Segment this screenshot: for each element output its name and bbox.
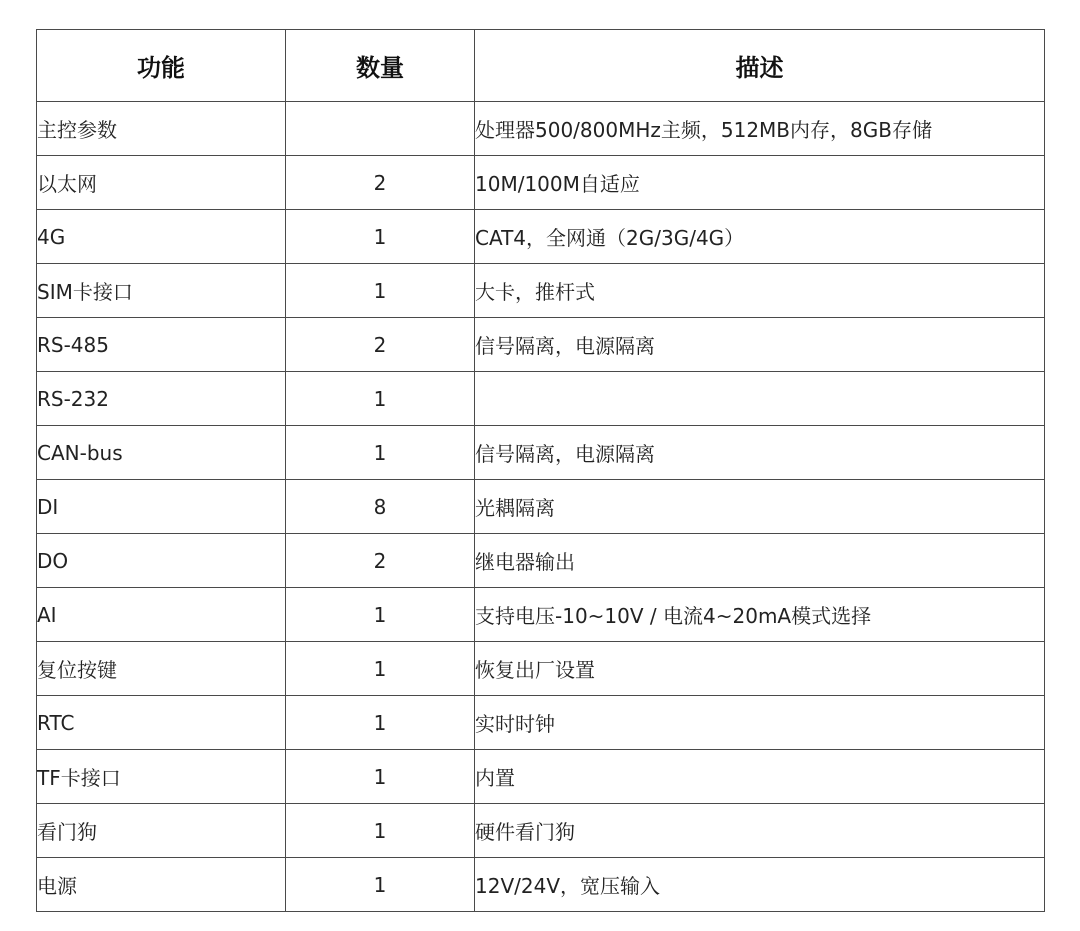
cell-function: RTC — [37, 696, 286, 750]
table-row — [37, 750, 1045, 804]
table-row — [37, 372, 1045, 426]
cell-quantity: 1 — [286, 804, 475, 858]
header-function: 功能 — [37, 30, 286, 102]
cell-function: 主控参数 — [37, 102, 286, 156]
cell-function: 电源 — [37, 858, 286, 912]
cell-description: 信号隔离，电源隔离 — [475, 426, 1045, 480]
cell-function: TF卡接口 — [37, 750, 286, 804]
table-row — [37, 534, 1045, 588]
cell-quantity: 2 — [286, 318, 475, 372]
cell-quantity — [286, 102, 475, 156]
table-row — [37, 480, 1045, 534]
cell-description: 处理器500/800MHz主频，512MB内存，8GB存储 — [475, 102, 1045, 156]
cell-description: 10M/100M自适应 — [475, 156, 1045, 210]
cell-quantity: 1 — [286, 750, 475, 804]
table-row — [37, 156, 1045, 210]
cell-quantity: 1 — [286, 858, 475, 912]
cell-description: 大卡，推杆式 — [475, 264, 1045, 318]
cell-function: AI — [37, 588, 286, 642]
cell-function: 看门狗 — [37, 804, 286, 858]
cell-function: RS-232 — [37, 372, 286, 426]
table-row — [37, 102, 1045, 156]
table-row — [37, 210, 1045, 264]
cell-function: DI — [37, 480, 286, 534]
table-row — [37, 696, 1045, 750]
cell-description: 12V/24V，宽压输入 — [475, 858, 1045, 912]
table-row — [37, 642, 1045, 696]
cell-function: RS-485 — [37, 318, 286, 372]
cell-quantity: 1 — [286, 696, 475, 750]
table-row — [37, 264, 1045, 318]
cell-function: DO — [37, 534, 286, 588]
cell-description: 信号隔离，电源隔离 — [475, 318, 1045, 372]
spec-table — [36, 29, 1045, 912]
header-quantity: 数量 — [286, 30, 475, 102]
header-description: 描述 — [475, 30, 1045, 102]
cell-function: 复位按键 — [37, 642, 286, 696]
cell-description: 继电器输出 — [475, 534, 1045, 588]
cell-quantity: 1 — [286, 264, 475, 318]
cell-quantity: 8 — [286, 480, 475, 534]
table-row — [37, 318, 1045, 372]
cell-quantity: 1 — [286, 642, 475, 696]
cell-description: 支持电压-10~10V / 电流4~20mA模式选择 — [475, 588, 1045, 642]
cell-description — [475, 372, 1045, 426]
cell-quantity: 2 — [286, 534, 475, 588]
cell-quantity: 1 — [286, 372, 475, 426]
cell-description: 恢复出厂设置 — [475, 642, 1045, 696]
cell-quantity: 2 — [286, 156, 475, 210]
cell-description: 实时时钟 — [475, 696, 1045, 750]
cell-quantity: 1 — [286, 426, 475, 480]
cell-function: CAN-bus — [37, 426, 286, 480]
table-row — [37, 588, 1045, 642]
cell-function: 4G — [37, 210, 286, 264]
cell-description: 内置 — [475, 750, 1045, 804]
table-row — [37, 804, 1045, 858]
cell-quantity: 1 — [286, 588, 475, 642]
cell-function: SIM卡接口 — [37, 264, 286, 318]
cell-quantity: 1 — [286, 210, 475, 264]
table-row — [37, 858, 1045, 912]
table-header-row — [37, 30, 1045, 102]
cell-description: 光耦隔离 — [475, 480, 1045, 534]
cell-description: CAT4，全网通（2G/3G/4G） — [475, 210, 1045, 264]
cell-function: 以太网 — [37, 156, 286, 210]
table-row — [37, 426, 1045, 480]
cell-description: 硬件看门狗 — [475, 804, 1045, 858]
